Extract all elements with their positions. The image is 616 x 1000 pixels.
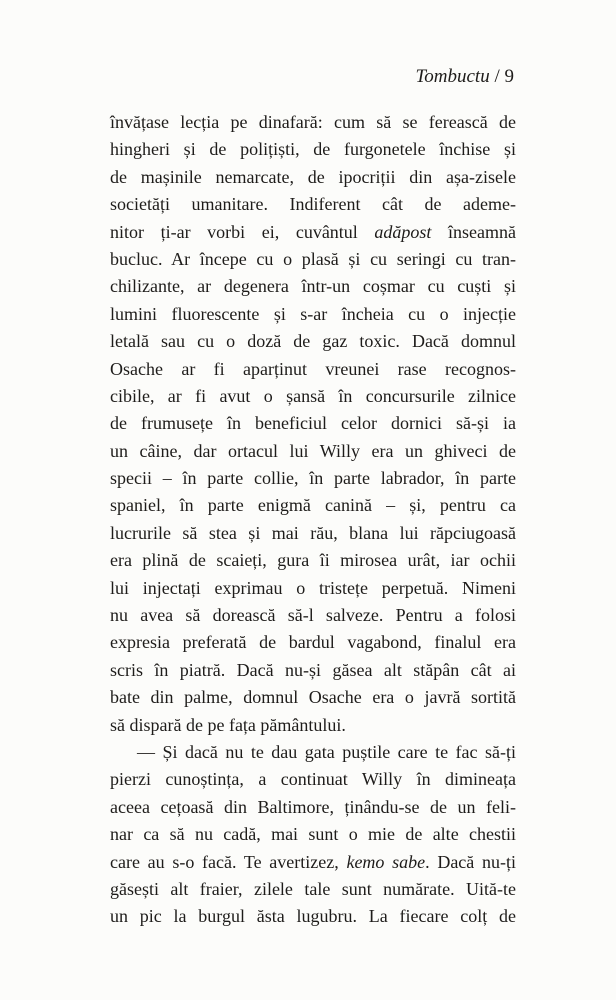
text-line: nu avea să dorească să-l salveze. Pentru a folosi <box>110 605 516 626</box>
text-line: lui injectați exprimau o tristețe perpetuă. Nimeni <box>110 577 516 598</box>
text-line: găsești alt fraier, zilele tale sunt numărate. Uită-te <box>110 878 516 899</box>
text-line: specii – în parte collie, în parte labrador, în parte <box>110 468 516 489</box>
header-separator: / <box>489 66 505 87</box>
text-line: societăți umanitare. Indiferent cât de ademe- <box>110 194 516 215</box>
text-line: bucluc. Ar începe cu o plasă și cu seringi cu tran- <box>110 248 516 269</box>
text-line: un pic la burgul ăsta lugubru. La fiecare colț de <box>110 906 516 927</box>
text-line: nar ca să nu cadă, mai sunt o mie de alte chestii <box>110 824 516 845</box>
page-number: 9 <box>504 66 514 87</box>
body-text <box>110 109 516 931</box>
text-line: de frumusețe în beneficiul celor dornici să-și ia <box>110 413 516 434</box>
text-line: bate din palme, domnul Osache era o javră sortită <box>110 687 516 708</box>
text-line: Osache ar fi aparținut vreunei rase recognos- <box>110 358 516 379</box>
text-line: care au s-o facă. Te avertizez, kemo sabe. Dacă nu-ți <box>110 851 516 872</box>
text-line: un câine, dar ortacul lui Willy era un ghiveci de <box>110 440 516 461</box>
text-line: letală sau cu o doză de gaz toxic. Dacă domnul <box>110 331 516 352</box>
text-line: lucrurile să stea și mai rău, blana lui răpciugoasă <box>110 522 516 543</box>
text-line: era plină de scaieți, gura îi mirosea urât, iar ochii <box>110 550 516 571</box>
text-line: aceea cețoasă din Baltimore, ținându-se de un feli- <box>110 796 516 817</box>
text-column <box>110 66 516 931</box>
text-line: expresia preferată de bardul vagabond, finalul era <box>110 632 516 653</box>
text-line: pierzi cunoștința, a continuat Willy în dimineața <box>110 769 516 790</box>
text-line: lumini fluorescente și s-ar încheia cu o injecție <box>110 303 516 324</box>
page-header <box>110 66 516 88</box>
text-line: să dispară de pe fața pământului. <box>110 714 346 735</box>
chapter-title: Tombuctu <box>415 66 490 87</box>
text-line: nitor ți-ar vorbi ei, cuvântul adăpost înseamnă <box>110 221 516 242</box>
text-line: scris în piatră. Dacă nu-și găsea alt stăpân cât ai <box>110 659 516 680</box>
text-line: spaniel, în parte enigmă canină – și, pentru ca <box>110 495 516 516</box>
text-line: învățase lecția pe dinafară: cum să se ferească de <box>110 112 516 132</box>
text-line: de mașinile nemarcate, de ipocriții din așa-zisele <box>110 166 516 187</box>
text-line: chilizante, ar degenera într-un coșmar cu cuști și <box>110 276 516 297</box>
text-line: cibile, ar fi avut o șansă în concursurile zilnice <box>110 385 516 406</box>
text-line: hingheri și de polițiști, de furgonetele închise și <box>110 139 516 160</box>
text-line: — Și dacă nu te dau gata puștile care te fac să-ți <box>137 741 516 762</box>
